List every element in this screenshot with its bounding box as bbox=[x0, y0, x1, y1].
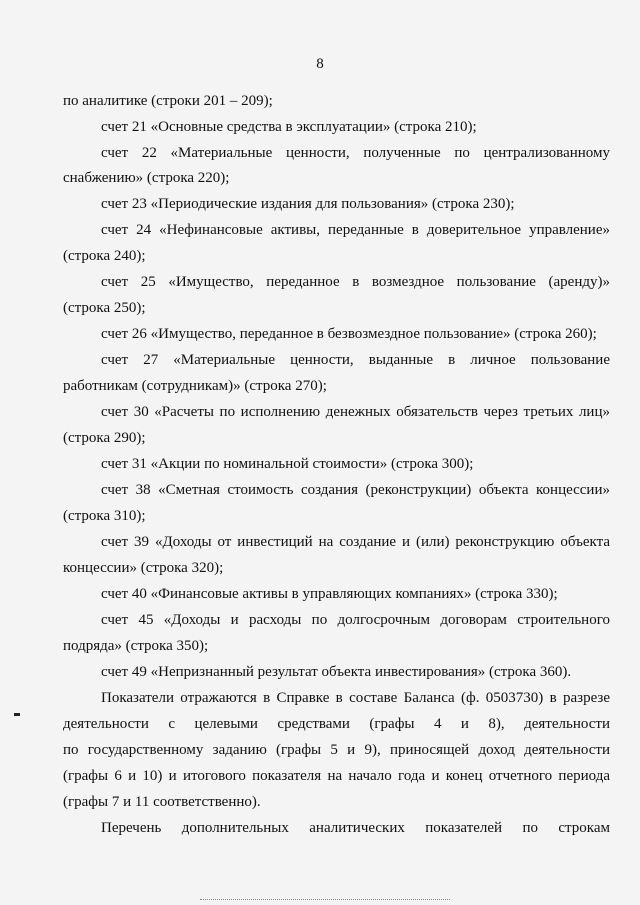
page-number: 8 bbox=[316, 56, 324, 72]
text-line: счет 23 «Периодические издания для пользования» (строка 230); bbox=[101, 196, 515, 212]
margin-mark bbox=[14, 713, 20, 716]
text-line: снабжению» (строка 220); bbox=[63, 170, 230, 186]
text-line: (графы 7 и 11 соответственно). bbox=[63, 794, 261, 810]
text-line: счет 25 «Имущество, переданное в возмездное пользование (аренду)» bbox=[101, 274, 610, 290]
text-line: счет 21 «Основные средства в эксплуатации» (строка 210); bbox=[101, 119, 477, 135]
text-line: счет 40 «Финансовые активы в управляющих компаниях» (строка 330); bbox=[101, 586, 558, 602]
text-line: счет 22 «Материальные ценности, полученные по централизованному bbox=[101, 145, 610, 161]
text-line: счет 49 «Непризнанный результат объекта инвестирования» (строка 360). bbox=[101, 664, 572, 680]
text-line: счет 30 «Расчеты по исполнению денежных обязательств через третьих лиц» bbox=[101, 404, 610, 420]
text-line: подряда» (строка 350); bbox=[63, 638, 209, 654]
text-line: по аналитике (строки 201 – 209); bbox=[63, 93, 273, 109]
text-line: счет 24 «Нефинансовые активы, переданные в доверительное управление» bbox=[101, 222, 610, 238]
text-line: Показатели отражаются в Справке в составе Баланса (ф. 0503730) в разрезе bbox=[101, 690, 610, 706]
text-line: (строка 240); bbox=[63, 248, 146, 264]
text-line: (строка 290); bbox=[63, 430, 146, 446]
text-line: работникам (сотрудникам)» (строка 270); bbox=[63, 378, 327, 394]
text-line: счет 26 «Имущество, переданное в безвозмездное пользование» (строка 260); bbox=[101, 326, 597, 342]
text-line: (строка 250); bbox=[63, 300, 146, 316]
text-line: счет 27 «Материальные ценности, выданные в личное пользование bbox=[101, 352, 610, 368]
text-line: счет 45 «Доходы и расходы по долгосрочным договорам строительного bbox=[101, 612, 610, 628]
scan-edge bbox=[200, 899, 450, 902]
text-line: счет 38 «Сметная стоимость создания (реконструкции) объекта концессии» bbox=[101, 482, 610, 498]
text-line: Перечень дополнительных аналитических показателей по строкам bbox=[101, 820, 610, 836]
text-line: (графы 6 и 10) и итогового показателя на начало года и конец отчетного периода bbox=[63, 768, 610, 784]
text-line: счет 39 «Доходы от инвестиций на создание и (или) реконструкцию объекта bbox=[101, 534, 610, 550]
text-line: счет 31 «Акции по номинальной стоимости» (строка 300); bbox=[101, 456, 474, 472]
text-line: по государственному заданию (графы 5 и 9), приносящей доход деятельности bbox=[63, 742, 610, 758]
text-line: концессии» (строка 320); bbox=[63, 560, 224, 576]
text-line: (строка 310); bbox=[63, 508, 146, 524]
text-line: деятельности с целевыми средствами (графы 4 и 8), деятельности bbox=[63, 716, 610, 732]
